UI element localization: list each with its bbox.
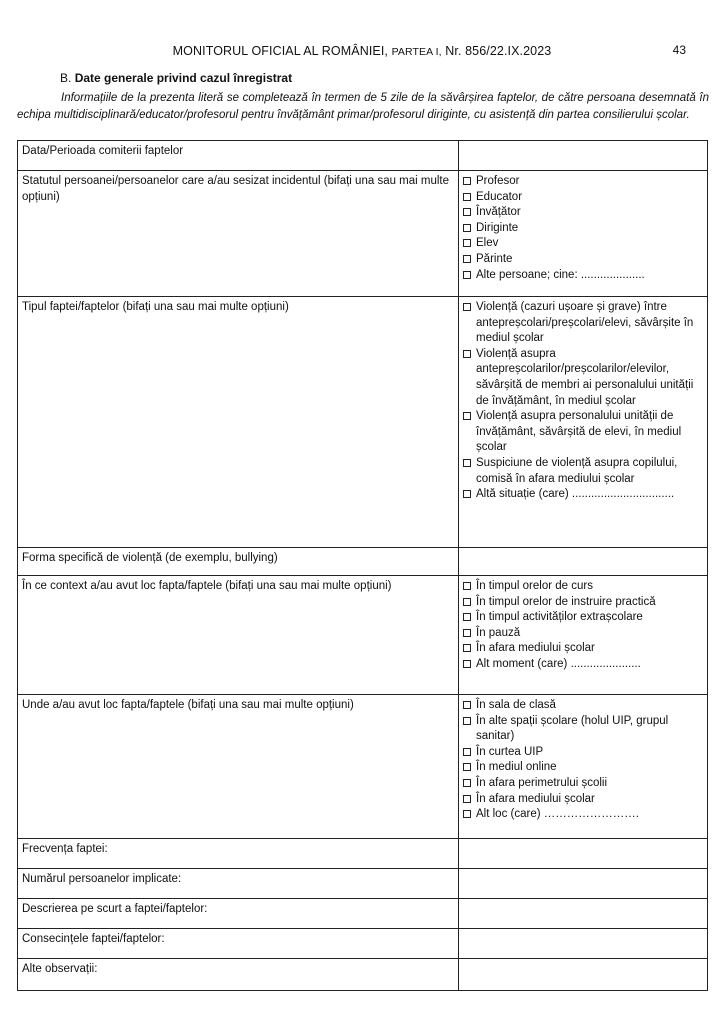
checkbox-label: Violență (cazuri ușoare și grave) între antepreșcolari/preșcolari/elevi, săvârșite în mediul școlar — [476, 301, 694, 345]
checkbox-option[interactable] — [463, 776, 703, 792]
page-number: 43 — [672, 43, 686, 57]
case-form-table — [17, 140, 708, 991]
row-label: Numărul persoanelor implicate: — [18, 869, 459, 899]
checkbox-label: Profesor — [476, 175, 520, 187]
form-row — [18, 141, 708, 171]
row-label: Forma specifică de violență (de exemplu, bullying) — [18, 548, 459, 576]
checkbox-icon[interactable] — [463, 629, 471, 637]
checkbox-label: În alte spații școlare (holul UIP, grupul sanitar) — [476, 714, 669, 743]
row-label: Data/Perioada comiterii faptelor — [18, 141, 459, 171]
row-options — [459, 297, 708, 548]
checkbox-label: Alt moment (care) ...................... — [476, 657, 641, 670]
row-label: Unde a/au avut loc fapta/faptele (bifați una sau mai multe opțiuni) — [18, 695, 459, 839]
checkbox-label: În timpul orelor de instruire practică — [476, 595, 656, 608]
checkbox-icon[interactable] — [463, 239, 471, 247]
checkbox-option[interactable] — [463, 205, 703, 221]
form-row — [18, 576, 708, 695]
row-answer-field[interactable] — [459, 548, 708, 576]
checkbox-label: În pauză — [476, 626, 521, 639]
checkbox-option[interactable] — [463, 626, 703, 642]
row-options — [459, 171, 708, 297]
checkbox-label: În afara perimetrului școlii — [476, 776, 608, 789]
page-header — [0, 44, 724, 58]
checkbox-icon[interactable] — [463, 582, 471, 590]
checkbox-icon[interactable] — [463, 598, 471, 606]
journal-part: PARTEA I, — [391, 46, 442, 58]
form-row — [18, 297, 708, 548]
checkbox-icon[interactable] — [463, 490, 471, 498]
checkbox-icon[interactable] — [463, 350, 471, 358]
section-heading: Date generale privind cazul înregistrat — [74, 71, 293, 85]
checkbox-label: Suspiciune de violență asupra copilului, comisă în afara mediului școlar — [476, 456, 678, 485]
checkbox-icon[interactable] — [463, 779, 471, 787]
checkbox-option[interactable] — [463, 579, 703, 595]
row-label: Alte observații: — [18, 959, 459, 991]
checkbox-option[interactable] — [463, 174, 703, 190]
checkbox-option[interactable] — [463, 641, 703, 657]
checkbox-label: Alte persoane; cine: .................... — [476, 268, 645, 281]
row-label: Frecvența faptei: — [18, 839, 459, 869]
checkbox-label: Educator — [476, 190, 523, 203]
checkbox-label: Alt loc (care) ……………………. — [476, 808, 639, 821]
form-row — [18, 899, 708, 929]
row-label: Tipul faptei/faptelor (bifați una sau mai multe opțiuni) — [18, 297, 459, 548]
checkbox-icon[interactable] — [463, 810, 471, 818]
checkbox-label: Diriginte — [476, 221, 519, 234]
row-answer-field[interactable] — [459, 869, 708, 899]
row-answer-field[interactable] — [459, 899, 708, 929]
checkbox-label: În sala de clasă — [476, 699, 556, 711]
row-options — [459, 695, 708, 839]
checkbox-label: În afara mediului școlar — [476, 792, 595, 805]
checkbox-option[interactable] — [463, 190, 703, 206]
row-answer-field[interactable] — [459, 839, 708, 869]
checkbox-option[interactable] — [463, 714, 703, 745]
checkbox-option[interactable] — [463, 236, 703, 252]
checkbox-label: Altă situație (care) ................................ — [476, 488, 675, 501]
section-intro: Informațiile de la prezenta literă se completează în termen de 5 zile de la săvârșirea faptelor, de către persoana desemnată în echipa multidisciplinară/educator/profesorul pentru învățământ primar/profesorul diriginte, cu asistență din partea consilierului școlar. — [17, 92, 709, 121]
row-answer-field[interactable] — [459, 141, 708, 171]
checkbox-icon[interactable] — [463, 795, 471, 803]
form-row — [18, 929, 708, 959]
checkbox-label: În timpul orelor de curs — [476, 580, 593, 592]
checkbox-option[interactable] — [463, 487, 703, 503]
row-label: Descrierea pe scurt a faptei/faptelor: — [18, 899, 459, 929]
checkbox-label: În timpul activităților extrașcolare — [476, 611, 643, 624]
checkbox-icon[interactable] — [463, 748, 471, 756]
checkbox-icon[interactable] — [463, 224, 471, 232]
checkbox-label: Violență asupra personalului unității de învățământ, săvârșită de elevi, în mediul școlar — [476, 410, 682, 454]
row-answer-field[interactable] — [459, 929, 708, 959]
checkbox-label: În mediul online — [476, 761, 557, 774]
checkbox-icon[interactable] — [463, 271, 471, 279]
form-row — [18, 695, 708, 839]
checkbox-icon[interactable] — [463, 412, 471, 420]
checkbox-icon[interactable] — [463, 303, 471, 311]
checkbox-icon[interactable] — [463, 459, 471, 467]
checkbox-option[interactable] — [463, 698, 703, 714]
row-label: Statutul persoanei/persoanelor care a/au sesizat incidentul (bifați una sau mai multe opțiuni) — [18, 171, 459, 297]
checkbox-option[interactable] — [463, 745, 703, 761]
section-letter: B. — [60, 71, 72, 85]
row-answer-field[interactable] — [459, 959, 708, 991]
checkbox-option[interactable] — [463, 760, 703, 776]
checkbox-label: Elev — [476, 237, 499, 250]
checkbox-option[interactable] — [463, 657, 703, 673]
checkbox-label: În afara mediului școlar — [476, 642, 595, 655]
checkbox-option[interactable] — [463, 221, 703, 237]
checkbox-option[interactable] — [463, 792, 703, 808]
checkbox-label: Învățător — [476, 206, 521, 219]
checkbox-label: În curtea UIP — [476, 745, 544, 758]
checkbox-label: Părinte — [476, 252, 513, 265]
checkbox-icon[interactable] — [463, 701, 471, 709]
checkbox-option[interactable] — [463, 807, 703, 823]
checkbox-icon[interactable] — [463, 177, 471, 185]
checkbox-icon[interactable] — [463, 763, 471, 771]
checkbox-option[interactable] — [463, 347, 703, 409]
journal-title: MONITORUL OFICIAL AL ROMÂNIEI, — [172, 44, 388, 58]
checkbox-icon[interactable] — [463, 255, 471, 263]
checkbox-icon[interactable] — [463, 208, 471, 216]
row-options — [459, 576, 708, 695]
checkbox-icon[interactable] — [463, 613, 471, 621]
checkbox-icon[interactable] — [463, 193, 471, 201]
checkbox-option[interactable] — [463, 300, 703, 347]
form-row — [18, 171, 708, 297]
checkbox-icon[interactable] — [463, 717, 471, 725]
checkbox-option[interactable] — [463, 409, 703, 456]
checkbox-option[interactable] — [463, 268, 703, 284]
checkbox-icon[interactable] — [463, 644, 471, 652]
form-row — [18, 548, 708, 576]
row-label: În ce context a/au avut loc fapta/faptele (bifați una sau mai multe opțiuni) — [18, 576, 459, 695]
checkbox-option[interactable] — [463, 456, 703, 487]
form-row — [18, 959, 708, 991]
section-title — [60, 71, 292, 85]
journal-number: Nr. 856/22.IX.2023 — [445, 44, 552, 58]
checkbox-icon[interactable] — [463, 660, 471, 668]
checkbox-option[interactable] — [463, 595, 703, 611]
checkbox-label: Violență asupra antepreșcolarilor/preșcolarilor/elevilor, săvârșită de membri ai personalului unității de învățământ, în mediul școlar — [476, 347, 694, 407]
row-label: Consecințele faptei/faptelor: — [18, 929, 459, 959]
form-row — [18, 869, 708, 899]
form-row — [18, 839, 708, 869]
checkbox-option[interactable] — [463, 252, 703, 268]
checkbox-option[interactable] — [463, 610, 703, 626]
